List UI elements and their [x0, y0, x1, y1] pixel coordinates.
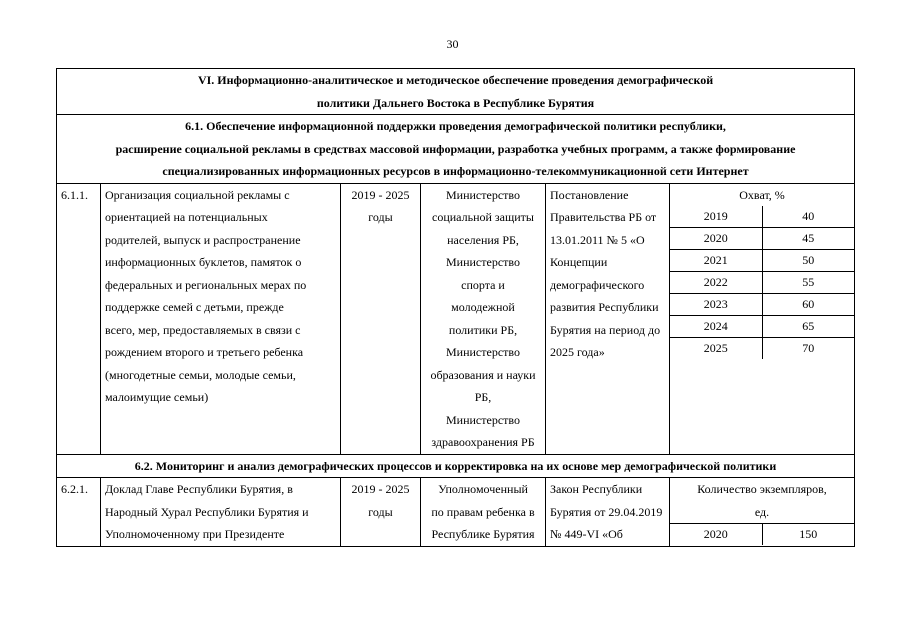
section-6-1-header-row: [57, 115, 855, 184]
period-cell: [341, 183, 421, 454]
section-6-2-header-row: [57, 454, 855, 478]
indicator-year: 2025: [670, 338, 762, 360]
description-line: малоимущие семьи): [105, 390, 209, 404]
indicator-cell: [670, 183, 855, 454]
document-line: № 449-VI «Об: [550, 527, 623, 541]
section-6-2-header: [57, 454, 855, 478]
section-6-1-line: специализированных информационных ресурсов в информационно-телекоммуникационной сети Интернет: [162, 164, 749, 178]
period-cell: [341, 478, 421, 547]
executor-line: Министерство: [446, 412, 520, 427]
section-vi-header-row: [57, 69, 855, 115]
document-line: Бурятия на период до: [550, 322, 661, 337]
indicator-year: 2023: [670, 294, 762, 316]
executor-line: по правам ребенка в: [431, 504, 535, 519]
indicator-table: [670, 523, 854, 545]
document-line: развития Республики: [550, 300, 659, 314]
indicator-table: [670, 206, 854, 359]
indicator-year: 2019: [670, 206, 762, 228]
section-6-1-header: [57, 115, 855, 184]
executor-line: Республике Бурятия: [431, 527, 535, 541]
executor-line: Министерство: [446, 187, 520, 202]
document-line: Закон Республики: [550, 482, 643, 496]
executor-line: РБ,: [474, 390, 492, 404]
description-line: родителей, выпуск и распространение: [105, 232, 301, 247]
row-number: 6.1.1.: [61, 187, 88, 202]
row-number-cell: [57, 478, 101, 547]
description-line: всего, мер, предоставляемых в связи с: [105, 322, 301, 337]
executor-line: политики РБ,: [448, 322, 518, 337]
indicator-row: [670, 206, 854, 228]
document-line: демографического: [550, 277, 645, 292]
indicator-title: Охват, %: [739, 187, 785, 202]
executors-cell: [421, 183, 546, 454]
description-line: поддержке семей с детьми, прежде: [105, 300, 284, 314]
indicator-value: 50: [762, 250, 854, 272]
indicator-row: [670, 316, 854, 338]
period-line: 2019 - 2025: [351, 187, 410, 202]
table-row-6-2-1: [57, 478, 855, 547]
document-line: 13.01.2011 № 5 «О: [550, 232, 645, 247]
executor-line: спорта и: [461, 277, 505, 292]
table-row-6-1-1: [57, 183, 855, 454]
description-line: ориентацией на потенциальных: [105, 210, 268, 224]
description-line: рождением второго и третьего ребенка: [105, 345, 304, 359]
indicator-row: [670, 272, 854, 294]
indicator-value: 45: [762, 228, 854, 250]
indicator-value: 150: [762, 524, 854, 546]
section-vi-line: VI. Информационно-аналитическое и методическое обеспечение проведения демографической: [197, 73, 714, 87]
description-cell: [101, 478, 341, 547]
indicator-value: 60: [762, 294, 854, 316]
executor-line: образования и науки: [430, 367, 536, 382]
indicator-row: [670, 250, 854, 272]
description-line: Уполномоченному при Президенте: [105, 527, 285, 541]
document-line: Правительства РБ от: [550, 210, 657, 224]
indicator-year: 2024: [670, 316, 762, 338]
document-line: Концепции: [550, 255, 608, 269]
indicator-year: 2022: [670, 272, 762, 294]
period-line: 2019 - 2025: [351, 482, 410, 496]
description-line: Доклад Главе Республики Бурятия, в: [105, 482, 293, 496]
row-number: 6.2.1.: [61, 482, 88, 496]
description-line: (многодетные семьи, молодые семьи,: [105, 367, 296, 382]
section-vi-line: политики Дальнего Востока в Республике Бурятия: [316, 95, 595, 110]
measures-table: [56, 68, 855, 547]
section-6-1-line: 6.1. Обеспечение информационной поддержки проведения демографической политики республики,: [185, 119, 726, 133]
section-6-2-line: 6.2. Мониторинг и анализ демографических процессов и корректировка на их основе мер демографической политики: [134, 458, 777, 473]
description-line: федеральных и региональных мерах по: [105, 277, 307, 292]
indicator-year: 2020: [670, 228, 762, 250]
section-vi-header: [57, 69, 855, 115]
executor-line: Министерство: [446, 255, 520, 269]
document-cell: [546, 183, 670, 454]
indicator-row: [670, 294, 854, 316]
executor-line: молодежной: [451, 300, 515, 314]
indicator-year: 2020: [670, 524, 762, 546]
document-cell: [546, 478, 670, 547]
page-number: 30: [446, 37, 459, 51]
executor-line: социальной защиты: [432, 210, 534, 224]
indicator-value: 65: [762, 316, 854, 338]
document-line: Постановление: [550, 187, 629, 202]
indicator-row: [670, 228, 854, 250]
executor-line: Уполномоченный: [438, 482, 528, 496]
indicator-title-line: ед.: [754, 504, 770, 519]
indicator-cell: [670, 478, 855, 547]
description-line: Народный Хурал Республики Бурятия и: [105, 504, 309, 519]
executors-cell: [421, 478, 546, 547]
indicator-value: 55: [762, 272, 854, 294]
period-line: годы: [368, 210, 393, 224]
indicator-row: [670, 338, 854, 360]
indicator-value: 40: [762, 206, 854, 228]
description-line: Организация социальной рекламы с: [105, 187, 290, 202]
indicator-row: [670, 524, 854, 546]
indicator-year: 2021: [670, 250, 762, 272]
executor-line: Министерство: [446, 345, 520, 359]
document-line: 2025 года»: [550, 345, 605, 359]
period-line: годы: [368, 504, 393, 519]
executor-line: здравоохранения РБ: [431, 435, 535, 449]
section-6-1-line: расширение социальной рекламы в средствах массовой информации, разработка учебных программ, а также формирование: [115, 141, 796, 156]
description-cell: [101, 183, 341, 454]
indicator-value: 70: [762, 338, 854, 360]
description-line: информационных буклетов, памяток о: [105, 255, 302, 269]
row-number-cell: [57, 183, 101, 454]
document-line: Бурятия от 29.04.2019: [550, 504, 663, 519]
indicator-title-line: Количество экземпляров,: [697, 482, 827, 496]
executor-line: населения РБ,: [447, 232, 519, 247]
